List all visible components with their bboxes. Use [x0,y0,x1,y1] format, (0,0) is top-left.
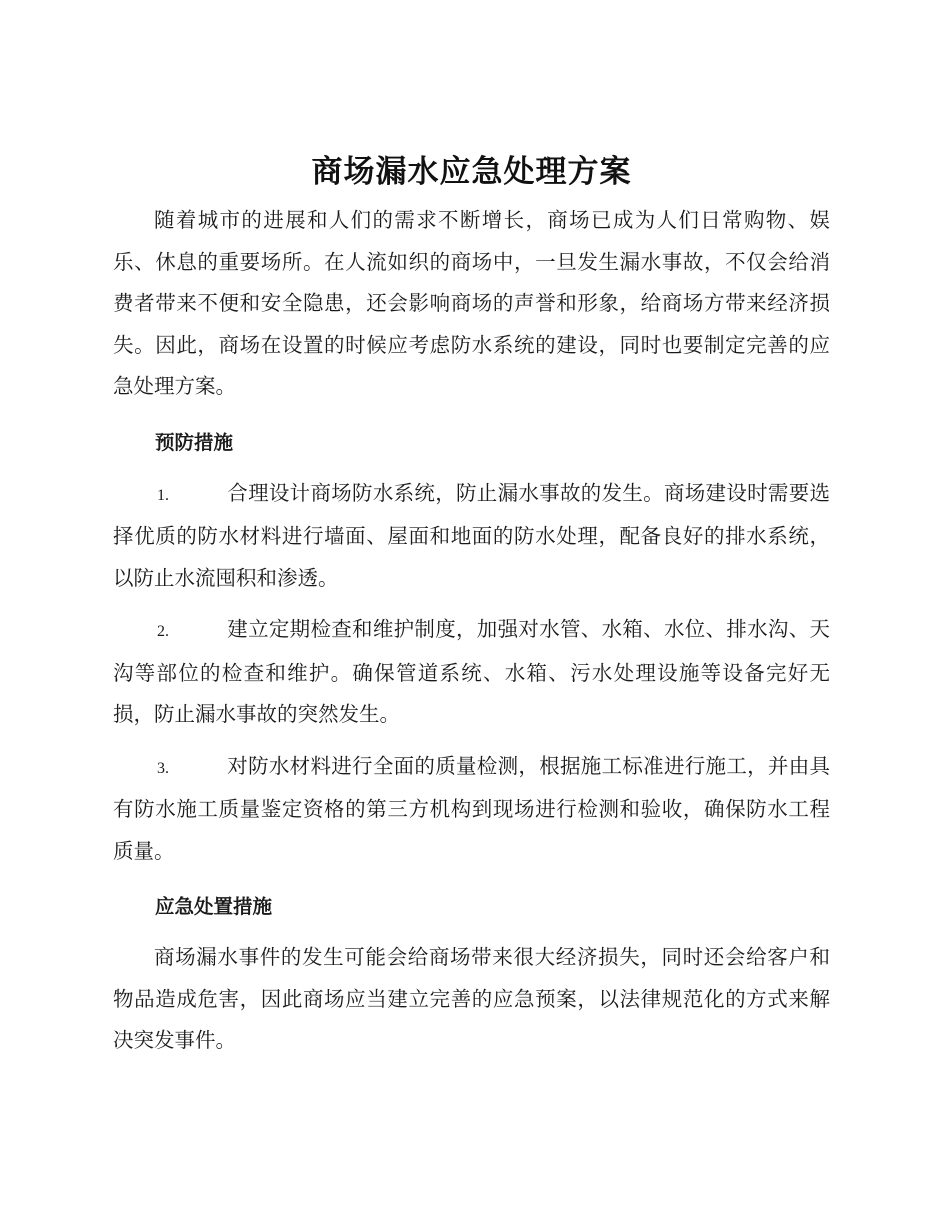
page-title: 商场漏水应急处理方案 [311,154,632,190]
list-item-text: 合理设计商场防水系统，防止漏水事故的发生。商场建设时需要选择优质的防水材料进行墙面、屋面和地面的防水处理，配备良好的排水系统，以防止水流囤积和渗透。 [113,480,830,590]
section-heading-prevention: 预防措施 [155,430,234,454]
intro-paragraph: 随着城市的进展和人们的需求不断增长，商场已成为人们日常购物、娱乐、休息的重要场所。在人流如织的商场中，一旦发生漏水事故，不仅会给消费者带来不便和安全隐患，还会影响商场的声誉和形象，给商场方带来经济损失。因此，商场在设置的时候应考虑防水系统的建设，同时也要制定完善的应急处理方案。 [113,208,830,398]
list-item [113,473,830,600]
list-item [113,609,830,736]
list-item-text: 对防水材料进行全面的质量检测，根据施工标准进行施工，并由具有防水施工质量鉴定资格的第三方机构到现场进行检测和验收，确保防水工程质量。 [113,753,830,863]
list-item-text: 建立定期检查和维护制度，加强对水管、水箱、水位、排水沟、天沟等部位的检查和维护。确保管道系统、水箱、污水处理设施等设备完好无损，防止漏水事故的突然发生。 [113,617,830,726]
list-number: 2. [157,623,169,640]
list-item [113,746,830,873]
section-heading-emergency: 应急处置措施 [155,895,273,918]
list-number: 3. [157,759,169,777]
list-number: 1. [157,486,169,504]
emergency-paragraph: 商场漏水事件的发生可能会给商场带来很大经济损失，同时还会给客户和物品造成危害，因此商场应当建立完善的应急预案，以法律规范化的方式来解决突发事件。 [113,945,830,1052]
